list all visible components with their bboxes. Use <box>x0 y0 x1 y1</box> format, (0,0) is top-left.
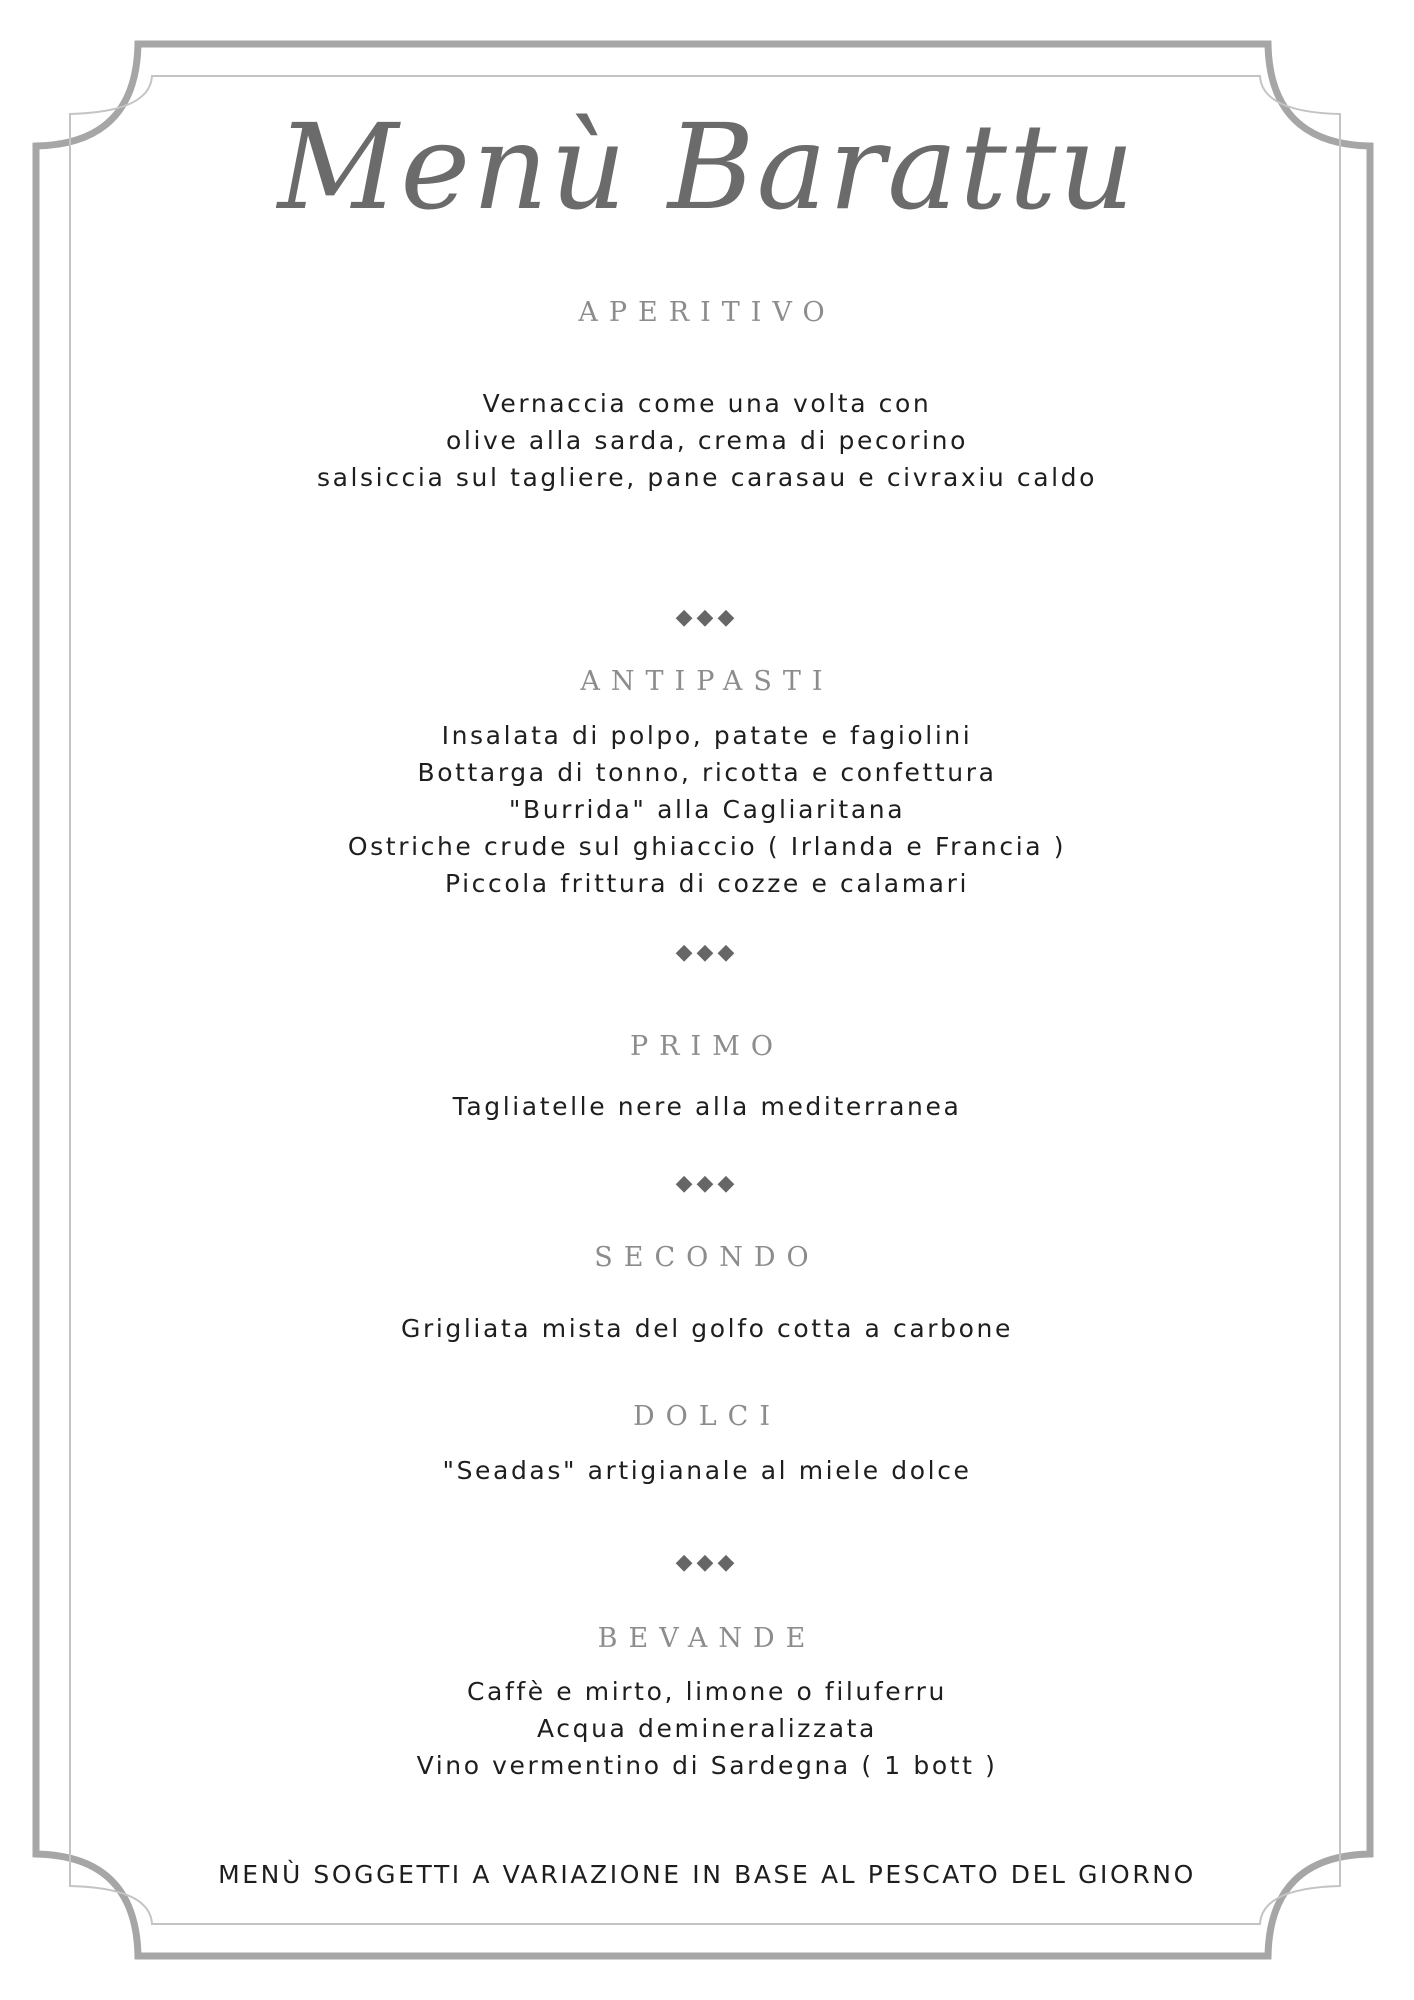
menu-item: Grigliata mista del golfo cotta a carbone <box>401 1314 1013 1343</box>
menu-item: Piccola frittura di cozze e calamari <box>444 869 970 898</box>
section-items-aperitivo <box>0 385 1414 496</box>
section-items-antipasti <box>0 717 1414 902</box>
menu-item: "Burrida" alla Cagliaritana <box>508 795 906 824</box>
diamond-divider-icon: ◆◆◆ <box>675 1171 739 1196</box>
section-heading-aperitivo: APERITIVO <box>578 297 836 328</box>
diamond-divider-icon: ◆◆◆ <box>675 940 739 965</box>
diamond-divider-icon: ◆◆◆ <box>675 1550 739 1575</box>
section-heading-bevande: BEVANDE <box>597 1623 817 1654</box>
menu-item: Tagliatelle nere alla mediterranea <box>452 1092 962 1121</box>
section-heading-antipasti: ANTIPASTI <box>580 666 834 697</box>
section-items-secondo <box>0 1310 1414 1347</box>
footer-note: MENÙ SOGGETTI A VARIAZIONE IN BASE AL PESCATO DEL GIORNO <box>218 1860 1196 1889</box>
section-items-dolci <box>0 1452 1414 1489</box>
menu-item: salsiccia sul tagliere, pane carasau e civraxiu caldo <box>316 463 1098 492</box>
section-heading-dolci: DOLCI <box>632 1401 782 1432</box>
section-items-primo <box>0 1088 1414 1125</box>
menu-item: Bottarga di tonno, ricotta e confettura <box>417 758 997 787</box>
diamond-divider-icon: ◆◆◆ <box>675 605 739 630</box>
menu-item: Acqua demineralizzata <box>537 1714 877 1743</box>
menu-item: Insalata di polpo, patate e fagiolini <box>441 721 973 750</box>
menu-item: Ostriche crude sul ghiaccio ( Irlanda e Francia ) <box>347 832 1067 861</box>
menu-item: Caffè e mirto, limone o filuferru <box>466 1677 948 1706</box>
section-items-bevande <box>0 1673 1414 1784</box>
menu-title: Menù Barattu <box>277 98 1137 236</box>
menu-item: Vino vermentino di Sardegna ( 1 bott ) <box>416 1751 998 1780</box>
menu-item: Vernaccia come una volta con <box>482 389 932 418</box>
section-heading-secondo: SECONDO <box>594 1242 820 1273</box>
menu-item: "Seadas" artigianale al miele dolce <box>442 1456 972 1485</box>
section-heading-primo: PRIMO <box>630 1031 784 1062</box>
menu-item: olive alla sarda, crema di pecorino <box>446 426 968 455</box>
